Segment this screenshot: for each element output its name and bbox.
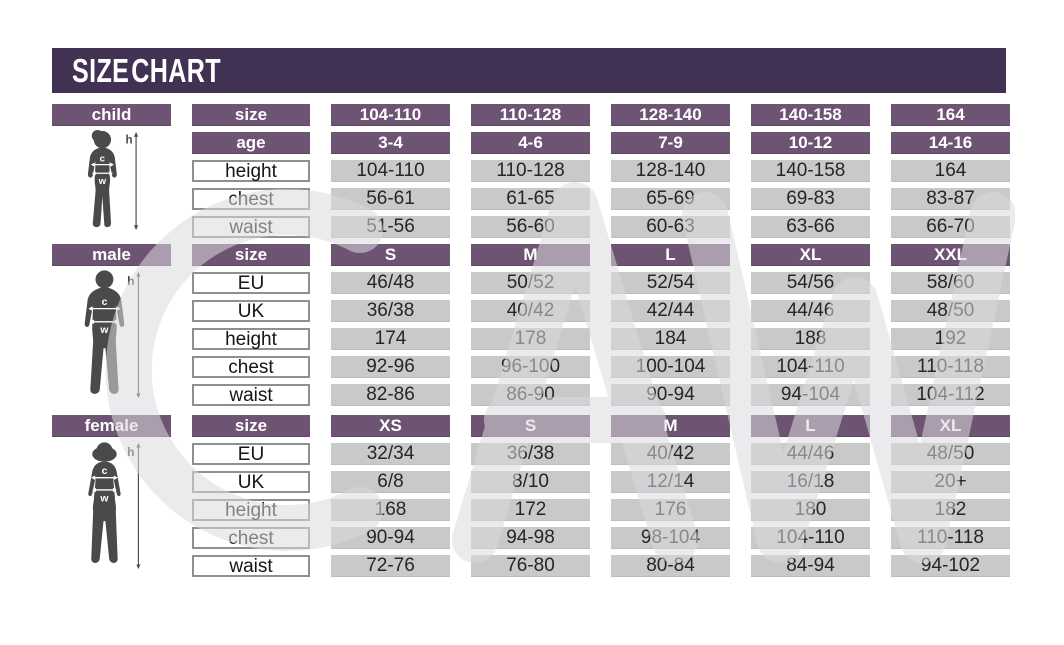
value-cell: 20+ <box>891 471 1010 493</box>
row-label-EU: EU <box>192 443 310 465</box>
value-cell: 51-56 <box>331 216 450 238</box>
value-cell: 48/50 <box>891 300 1010 322</box>
value-cell: 63-66 <box>751 216 870 238</box>
waist-letter: w <box>99 493 108 505</box>
chest-letter: c <box>99 153 105 165</box>
value-cell: 84-94 <box>751 555 870 577</box>
value-cell: 40/42 <box>471 300 590 322</box>
row-label-EU: EU <box>192 272 310 294</box>
section-label: male <box>52 244 171 266</box>
row-label-age: age <box>192 132 310 154</box>
section-male-leftcol <box>52 244 171 406</box>
value-cell: 172 <box>471 499 590 521</box>
value-cell: 46/48 <box>331 272 450 294</box>
value-cell: 94-104 <box>751 384 870 406</box>
female-silhouette-icon <box>72 440 152 572</box>
value-cell: 128-140 <box>611 104 730 126</box>
value-cell: 52/54 <box>611 272 730 294</box>
value-cell: 61-65 <box>471 188 590 210</box>
value-cell: 94-98 <box>471 527 590 549</box>
value-cell: 164 <box>891 160 1010 182</box>
male-silhouette-icon <box>72 269 152 401</box>
value-cell: 188 <box>751 328 870 350</box>
value-cell: 104-110 <box>751 356 870 378</box>
value-cell: 12/14 <box>611 471 730 493</box>
section-label: child <box>52 104 171 126</box>
row-label-waist: waist <box>192 555 310 577</box>
value-cell: XL <box>891 415 1010 437</box>
value-cell: 174 <box>331 328 450 350</box>
value-cell: L <box>611 244 730 266</box>
value-cell: XXL <box>891 244 1010 266</box>
male-figure <box>52 266 171 406</box>
value-cell: 16/18 <box>751 471 870 493</box>
value-cell: S <box>331 244 450 266</box>
value-cell: 54/56 <box>751 272 870 294</box>
value-cell: 44/46 <box>751 443 870 465</box>
value-cell: 90-94 <box>331 527 450 549</box>
value-cell: 60-63 <box>611 216 730 238</box>
value-cell: XS <box>331 415 450 437</box>
value-cell: 110-128 <box>471 104 590 126</box>
row-label-size: size <box>192 104 310 126</box>
value-cell: 110-128 <box>471 160 590 182</box>
page-title: SIZE CHART <box>72 51 221 89</box>
value-cell: M <box>611 415 730 437</box>
section-child <box>52 104 1010 238</box>
row-label-height: height <box>192 160 310 182</box>
value-cell: L <box>751 415 870 437</box>
value-cell: 83-87 <box>891 188 1010 210</box>
value-cell: 66-70 <box>891 216 1010 238</box>
section-female-leftcol <box>52 415 171 577</box>
row-label-size: size <box>192 415 310 437</box>
value-cell: 58/60 <box>891 272 1010 294</box>
row-label-size: size <box>192 244 310 266</box>
value-cell: 100-104 <box>611 356 730 378</box>
value-cell: 50/52 <box>471 272 590 294</box>
female-figure <box>52 437 171 577</box>
value-cell: 128-140 <box>611 160 730 182</box>
title-bar <box>52 48 1006 93</box>
value-cell: 48/50 <box>891 443 1010 465</box>
section-male-rows <box>192 244 1010 406</box>
child-silhouette-icon <box>77 129 147 233</box>
value-cell: 8/10 <box>471 471 590 493</box>
value-cell: 44/46 <box>751 300 870 322</box>
section-label: female <box>52 415 171 437</box>
value-cell: 104-110 <box>331 160 450 182</box>
value-cell: 140-158 <box>751 160 870 182</box>
value-cell: 182 <box>891 499 1010 521</box>
value-cell: 36/38 <box>471 443 590 465</box>
value-cell: 69-83 <box>751 188 870 210</box>
height-letter: h <box>124 134 133 147</box>
value-cell: 90-94 <box>611 384 730 406</box>
value-cell: 3-4 <box>331 132 450 154</box>
value-cell: 36/38 <box>331 300 450 322</box>
value-cell: 104-112 <box>891 384 1010 406</box>
chest-letter: c <box>101 465 107 477</box>
value-cell: 96-100 <box>471 356 590 378</box>
value-cell: 192 <box>891 328 1010 350</box>
value-cell: 86-90 <box>471 384 590 406</box>
value-cell: S <box>471 415 590 437</box>
value-cell: 164 <box>891 104 1010 126</box>
value-cell: 92-96 <box>331 356 450 378</box>
row-label-height: height <box>192 499 310 521</box>
row-label-chest: chest <box>192 188 310 210</box>
row-label-UK: UK <box>192 471 310 493</box>
value-cell: 56-60 <box>471 216 590 238</box>
section-female <box>52 415 1010 577</box>
value-cell: 104-110 <box>331 104 450 126</box>
value-cell: 42/44 <box>611 300 730 322</box>
row-label-chest: chest <box>192 356 310 378</box>
value-cell: 104-110 <box>751 527 870 549</box>
size-table <box>52 104 1010 577</box>
value-cell: 7-9 <box>611 132 730 154</box>
value-cell: 72-76 <box>331 555 450 577</box>
value-cell: 98-104 <box>611 527 730 549</box>
section-female-rows <box>192 415 1010 577</box>
row-label-UK: UK <box>192 300 310 322</box>
value-cell: 4-6 <box>471 132 590 154</box>
section-male <box>52 244 1010 406</box>
row-label-chest: chest <box>192 527 310 549</box>
height-letter: h <box>126 274 135 289</box>
value-cell: 110-118 <box>891 527 1010 549</box>
value-cell: 94-102 <box>891 555 1010 577</box>
value-cell: 184 <box>611 328 730 350</box>
row-label-height: height <box>192 328 310 350</box>
value-cell: 6/8 <box>331 471 450 493</box>
section-child-rows <box>192 104 1010 238</box>
value-cell: XL <box>751 244 870 266</box>
value-cell: 110-118 <box>891 356 1010 378</box>
value-cell: M <box>471 244 590 266</box>
section-child-leftcol <box>52 104 171 238</box>
value-cell: 76-80 <box>471 555 590 577</box>
height-letter: h <box>126 445 135 460</box>
row-label-waist: waist <box>192 384 310 406</box>
value-cell: 140-158 <box>751 104 870 126</box>
waist-letter: w <box>98 175 106 187</box>
value-cell: 178 <box>471 328 590 350</box>
value-cell: 10-12 <box>751 132 870 154</box>
child-figure <box>52 126 171 238</box>
value-cell: 32/34 <box>331 443 450 465</box>
value-cell: 40/42 <box>611 443 730 465</box>
value-cell: 14-16 <box>891 132 1010 154</box>
value-cell: 80-84 <box>611 555 730 577</box>
value-cell: 82-86 <box>331 384 450 406</box>
value-cell: 180 <box>751 499 870 521</box>
value-cell: 168 <box>331 499 450 521</box>
value-cell: 176 <box>611 499 730 521</box>
value-cell: 65-69 <box>611 188 730 210</box>
value-cell: 56-61 <box>331 188 450 210</box>
row-label-waist: waist <box>192 216 310 238</box>
chest-letter: c <box>101 296 107 308</box>
waist-letter: w <box>99 325 108 337</box>
